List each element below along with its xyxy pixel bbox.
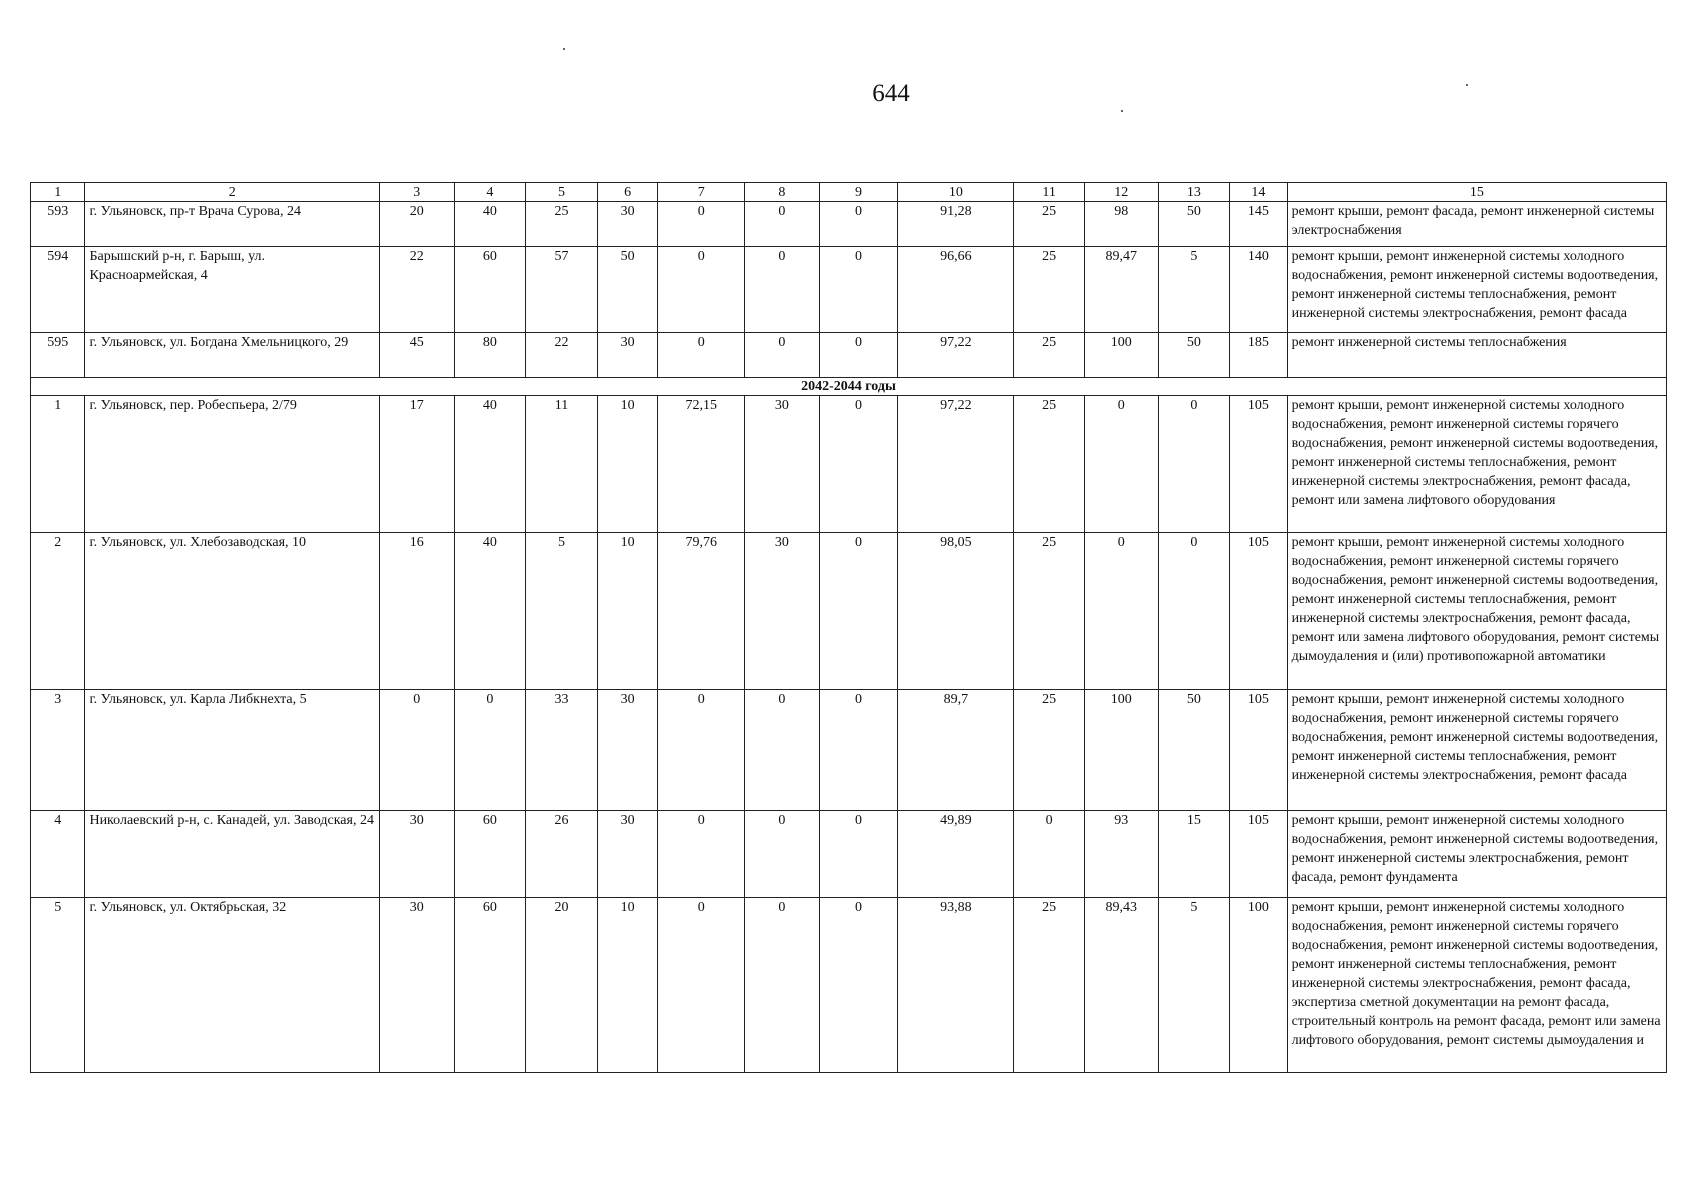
value-cell-c4: 40 [454,533,526,690]
value-cell-c14: 145 [1230,202,1287,247]
row-number: 593 [31,202,85,247]
repair-works: ремонт крыши, ремонт инженерной системы холодного водоснабжения, ремонт инженерной системы горячего водоснабжения, ремонт инженерной системы водоотведения, ремонт инженерной системы теплоснабжения, ремонт инженерной системы электроснабжения, ремонт фасада, экспертиза сметной документации на ремонт фасада, строительный контроль на ремонт фасада, ремонт или замена лифтового оборудования, ремонт системы дымоудаления и [1287,898,1666,1073]
value-cell-c3: 0 [379,690,454,811]
value-cell-c4: 40 [454,202,526,247]
value-cell-c3: 20 [379,202,454,247]
value-cell-c9: 0 [819,898,898,1073]
table-body [31,183,1667,1073]
value-cell-c10: 96,66 [898,247,1014,333]
column-number: 14 [1230,183,1287,202]
value-cell-c10: 98,05 [898,533,1014,690]
table-row [31,202,1667,247]
value-cell-c11: 25 [1014,333,1085,378]
column-number: 6 [597,183,658,202]
value-cell-c7: 0 [658,898,745,1073]
value-cell-c4: 60 [454,898,526,1073]
row-number: 1 [31,396,85,533]
value-cell-c9: 0 [819,396,898,533]
value-cell-c3: 16 [379,533,454,690]
house-address: г. Ульяновск, ул. Богдана Хмельницкого, 29 [85,333,380,378]
house-address: Николаевский р-н, с. Канадей, ул. Заводская, 24 [85,811,380,898]
value-cell-c9: 0 [819,202,898,247]
value-cell-c11: 25 [1014,396,1085,533]
table-row [31,396,1667,533]
value-cell-c11: 25 [1014,898,1085,1073]
value-cell-c8: 0 [745,811,820,898]
value-cell-c4: 60 [454,811,526,898]
column-number: 5 [526,183,598,202]
value-cell-c12: 89,47 [1084,247,1158,333]
column-number: 9 [819,183,898,202]
house-address: г. Ульяновск, пер. Робеспьера, 2/79 [85,396,380,533]
value-cell-c14: 105 [1230,690,1287,811]
value-cell-c4: 80 [454,333,526,378]
value-cell-c5: 11 [526,396,598,533]
value-cell-c6: 50 [597,247,658,333]
value-cell-c12: 0 [1084,396,1158,533]
house-address: г. Ульяновск, ул. Хлебозаводская, 10 [85,533,380,690]
table-row [31,247,1667,333]
value-cell-c3: 17 [379,396,454,533]
row-number: 5 [31,898,85,1073]
value-cell-c12: 98 [1084,202,1158,247]
value-cell-c5: 25 [526,202,598,247]
value-cell-c5: 26 [526,811,598,898]
value-cell-c12: 93 [1084,811,1158,898]
value-cell-c4: 40 [454,396,526,533]
value-cell-c7: 0 [658,333,745,378]
value-cell-c10: 89,7 [898,690,1014,811]
page-number: 644 [872,80,910,107]
value-cell-c10: 93,88 [898,898,1014,1073]
value-cell-c12: 0 [1084,533,1158,690]
value-cell-c7: 72,15 [658,396,745,533]
value-cell-c14: 185 [1230,333,1287,378]
house-address: г. Ульяновск, ул. Карла Либкнехта, 5 [85,690,380,811]
value-cell-c7: 79,76 [658,533,745,690]
column-number: 4 [454,183,526,202]
house-address: г. Ульяновск, ул. Октябрьская, 32 [85,898,380,1073]
value-cell-c13: 0 [1158,533,1230,690]
value-cell-c10: 49,89 [898,811,1014,898]
repair-works: ремонт инженерной системы теплоснабжения [1287,333,1666,378]
value-cell-c10: 97,22 [898,396,1014,533]
value-cell-c7: 0 [658,690,745,811]
table-row [31,533,1667,690]
repair-works: ремонт крыши, ремонт инженерной системы холодного водоснабжения, ремонт инженерной системы водоотведения, ремонт инженерной системы электроснабжения, ремонт фасада, ремонт фундамента [1287,811,1666,898]
value-cell-c8: 0 [745,690,820,811]
column-number: 13 [1158,183,1230,202]
table-row [31,690,1667,811]
value-cell-c7: 0 [658,202,745,247]
value-cell-c13: 15 [1158,811,1230,898]
value-cell-c8: 0 [745,202,820,247]
value-cell-c10: 97,22 [898,333,1014,378]
value-cell-c11: 0 [1014,811,1085,898]
value-cell-c9: 0 [819,533,898,690]
row-number: 595 [31,333,85,378]
table-row [31,898,1667,1073]
row-number: 3 [31,690,85,811]
value-cell-c5: 33 [526,690,598,811]
value-cell-c13: 50 [1158,333,1230,378]
value-cell-c6: 30 [597,333,658,378]
value-cell-c14: 140 [1230,247,1287,333]
value-cell-c10: 91,28 [898,202,1014,247]
value-cell-c13: 50 [1158,690,1230,811]
repair-works: ремонт крыши, ремонт фасада, ремонт инженерной системы электроснабжения [1287,202,1666,247]
value-cell-c3: 30 [379,811,454,898]
section-row [31,378,1667,396]
value-cell-c11: 25 [1014,690,1085,811]
column-number: 7 [658,183,745,202]
value-cell-c3: 30 [379,898,454,1073]
table-row [31,811,1667,898]
value-cell-c5: 20 [526,898,598,1073]
column-number: 1 [31,183,85,202]
value-cell-c9: 0 [819,247,898,333]
scan-speck [1466,84,1468,86]
value-cell-c5: 22 [526,333,598,378]
column-numbers-row [31,183,1667,202]
column-number: 11 [1014,183,1085,202]
house-address: г. Ульяновск, пр-т Врача Сурова, 24 [85,202,380,247]
value-cell-c8: 0 [745,333,820,378]
column-number: 15 [1287,183,1666,202]
value-cell-c13: 5 [1158,898,1230,1073]
value-cell-c6: 10 [597,898,658,1073]
value-cell-c12: 89,43 [1084,898,1158,1073]
value-cell-c9: 0 [819,690,898,811]
value-cell-c7: 0 [658,811,745,898]
value-cell-c6: 10 [597,533,658,690]
repair-works: ремонт крыши, ремонт инженерной системы холодного водоснабжения, ремонт инженерной системы горячего водоснабжения, ремонт инженерной системы водоотведения, ремонт инженерной системы теплоснабжения, ремонт инженерной системы электроснабжения, ремонт фасада, ремонт или замена лифтового оборудования, ремонт системы дымоудаления и (или) противопожарной автоматики [1287,533,1666,690]
value-cell-c4: 0 [454,690,526,811]
value-cell-c13: 0 [1158,396,1230,533]
row-number: 2 [31,533,85,690]
section-title: 2042-2044 годы [31,378,1667,396]
value-cell-c6: 30 [597,202,658,247]
repair-works: ремонт крыши, ремонт инженерной системы холодного водоснабжения, ремонт инженерной системы горячего водоснабжения, ремонт инженерной системы водоотведения, ремонт инженерной системы теплоснабжения, ремонт инженерной системы электроснабжения, ремонт фасада, ремонт или замена лифтового оборудования [1287,396,1666,533]
value-cell-c13: 50 [1158,202,1230,247]
repair-register-table [30,182,1667,1073]
scan-speck [1121,110,1123,112]
value-cell-c9: 0 [819,811,898,898]
house-address: Барышский р-н, г. Барыш, ул. Красноармейская, 4 [85,247,380,333]
value-cell-c6: 30 [597,690,658,811]
value-cell-c8: 0 [745,247,820,333]
value-cell-c12: 100 [1084,333,1158,378]
value-cell-c14: 100 [1230,898,1287,1073]
repair-works: ремонт крыши, ремонт инженерной системы холодного водоснабжения, ремонт инженерной системы водоотведения, ремонт инженерной системы теплоснабжения, ремонт инженерной системы электроснабжения, ремонт фасада [1287,247,1666,333]
column-number: 2 [85,183,380,202]
value-cell-c3: 22 [379,247,454,333]
row-number: 4 [31,811,85,898]
value-cell-c3: 45 [379,333,454,378]
value-cell-c11: 25 [1014,533,1085,690]
value-cell-c6: 30 [597,811,658,898]
value-cell-c14: 105 [1230,533,1287,690]
value-cell-c8: 30 [745,396,820,533]
value-cell-c11: 25 [1014,202,1085,247]
value-cell-c7: 0 [658,247,745,333]
value-cell-c8: 30 [745,533,820,690]
value-cell-c4: 60 [454,247,526,333]
value-cell-c5: 57 [526,247,598,333]
column-number: 8 [745,183,820,202]
table-row [31,333,1667,378]
value-cell-c14: 105 [1230,396,1287,533]
column-number: 12 [1084,183,1158,202]
value-cell-c12: 100 [1084,690,1158,811]
value-cell-c14: 105 [1230,811,1287,898]
column-number: 10 [898,183,1014,202]
value-cell-c5: 5 [526,533,598,690]
value-cell-c9: 0 [819,333,898,378]
value-cell-c13: 5 [1158,247,1230,333]
column-number: 3 [379,183,454,202]
scan-speck [563,48,565,50]
value-cell-c8: 0 [745,898,820,1073]
repair-works: ремонт крыши, ремонт инженерной системы холодного водоснабжения, ремонт инженерной системы горячего водоснабжения, ремонт инженерной системы водоотведения, ремонт инженерной системы теплоснабжения, ремонт инженерной системы электроснабжения, ремонт фасада [1287,690,1666,811]
row-number: 594 [31,247,85,333]
value-cell-c11: 25 [1014,247,1085,333]
value-cell-c6: 10 [597,396,658,533]
